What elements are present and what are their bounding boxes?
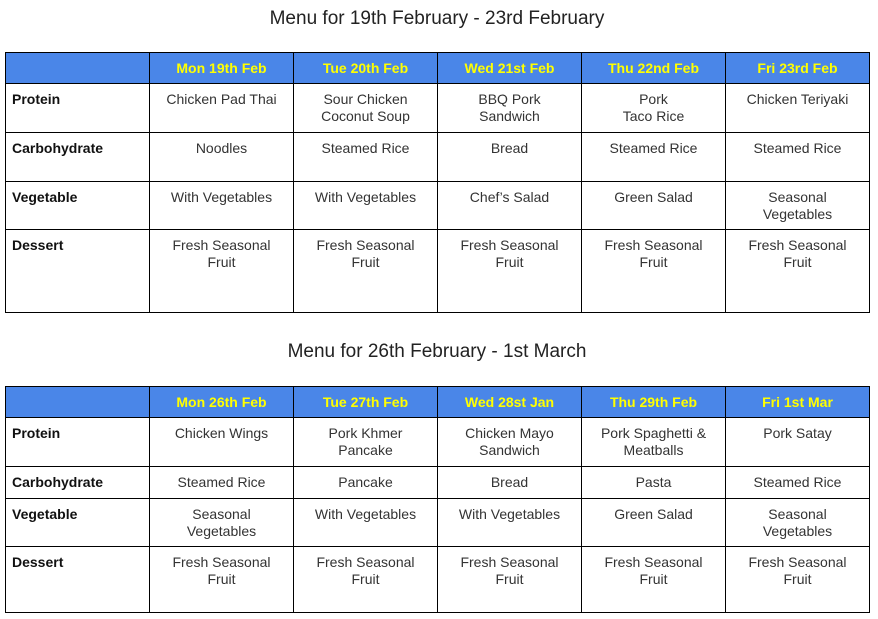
table-row-vegetable	[6, 182, 870, 230]
table-row-dessert	[6, 230, 870, 313]
menu-cell	[150, 133, 294, 182]
menu-cell-text: Seasonal Vegetables	[762, 189, 833, 222]
menu-cell	[150, 230, 294, 313]
menu-cell-text: With Vegetables	[314, 189, 417, 205]
menu-cell	[438, 418, 582, 467]
table-row-protein	[6, 418, 870, 467]
menu-cell	[582, 467, 726, 499]
menu-cell	[438, 182, 582, 230]
menu-cell	[726, 499, 870, 547]
menu-cell	[150, 499, 294, 547]
day-header: Mon 19th Feb	[150, 53, 294, 84]
menu-cell-text: Chicken Wings	[174, 425, 269, 441]
menu-cell-text: Seasonal Vegetables	[762, 506, 833, 539]
menu-cell	[582, 84, 726, 133]
menu-cell	[438, 467, 582, 499]
row-label: Vegetable	[6, 499, 150, 547]
day-header: Thu 22nd Feb	[582, 53, 726, 84]
menu-cell-text: Fresh Seasonal Fruit	[748, 237, 847, 270]
day-header: Fri 1st Mar	[726, 387, 870, 418]
menu-cell	[150, 418, 294, 467]
menu-cell	[582, 418, 726, 467]
menu-cell-text: Pancake	[338, 474, 393, 490]
row-label: Protein	[6, 84, 150, 133]
day-header: Tue 27th Feb	[294, 387, 438, 418]
menu-cell-text: Bread	[490, 140, 529, 156]
menu-cell-text: Fresh Seasonal Fruit	[316, 237, 415, 270]
menu-cell-text: Seasonal Vegetables	[186, 506, 257, 539]
menu-cell-text: Fresh Seasonal Fruit	[172, 554, 271, 587]
day-header: Wed 28st Jan	[438, 387, 582, 418]
menu-cell-text: Fresh Seasonal Fruit	[460, 554, 559, 587]
menu-cell-text: Steamed Rice	[609, 140, 698, 156]
menu-cell	[726, 547, 870, 613]
menu-cell-text: Bread	[490, 474, 529, 490]
table-row-vegetable	[6, 499, 870, 547]
menu-cell-text: Fresh Seasonal Fruit	[316, 554, 415, 587]
menu-cell-text: Chef’s Salad	[469, 189, 550, 205]
menu-cell-text: Chicken Teriyaki	[746, 91, 849, 107]
menu-cell	[294, 499, 438, 547]
menu-cell	[726, 418, 870, 467]
menu-title-week-1: Menu for 19th February - 23rd February	[269, 8, 605, 29]
menu-cell-text: Steamed Rice	[753, 140, 842, 156]
menu-cell-text: BBQ Pork Sandwich	[478, 91, 541, 124]
menu-cell-text: Fresh Seasonal Fruit	[604, 554, 703, 587]
row-label: Dessert	[6, 547, 150, 613]
row-label: Vegetable	[6, 182, 150, 230]
header-corner-cell	[6, 53, 150, 84]
day-header: Mon 26th Feb	[150, 387, 294, 418]
menu-cell-text: Chicken Pad Thai	[166, 91, 277, 107]
menu-cell	[150, 182, 294, 230]
menu-cell	[438, 230, 582, 313]
menu-cell-text: Pork Khmer Pancake	[328, 425, 403, 458]
menu-cell	[150, 547, 294, 613]
menu-cell	[582, 547, 726, 613]
menu-cell	[582, 182, 726, 230]
header-row	[6, 387, 870, 418]
table-row-protein	[6, 84, 870, 133]
menu-cell	[294, 418, 438, 467]
menu-cell-text: Green Salad	[614, 506, 693, 522]
menu-cell	[294, 182, 438, 230]
menu-cell-text: Fresh Seasonal Fruit	[748, 554, 847, 587]
menu-cell-text: Green Salad	[614, 189, 693, 205]
menu-cell-text: Steamed Rice	[177, 474, 266, 490]
menu-cell	[726, 230, 870, 313]
menu-cell	[438, 133, 582, 182]
menu-cell	[582, 133, 726, 182]
menu-cell	[726, 182, 870, 230]
menu-table-week-1	[5, 52, 870, 313]
menu-cell	[294, 467, 438, 499]
row-label: Carbohydrate	[6, 467, 150, 499]
menu-cell-text: Pork Taco Rice	[622, 91, 685, 124]
menu-cell	[294, 547, 438, 613]
menu-cell	[294, 230, 438, 313]
day-header: Fri 23rd Feb	[726, 53, 870, 84]
menu-cell-text: Steamed Rice	[321, 140, 410, 156]
menu-cell	[294, 133, 438, 182]
menu-cell-text: With Vegetables	[314, 506, 417, 522]
menu-cell-text: With Vegetables	[458, 506, 561, 522]
menu-cell	[726, 467, 870, 499]
menu-cell-text: Pork Spaghetti & Meatballs	[600, 425, 707, 458]
table-row-carbohydrate	[6, 467, 870, 499]
row-label: Dessert	[6, 230, 150, 313]
day-header: Thu 29th Feb	[582, 387, 726, 418]
menu-cell	[294, 84, 438, 133]
table-row-dessert	[6, 547, 870, 613]
menu-cell-text: Steamed Rice	[753, 474, 842, 490]
table-row-carbohydrate	[6, 133, 870, 182]
menu-cell-text: Noodles	[195, 140, 248, 156]
menu-cell-text: Sour Chicken Coconut Soup	[321, 91, 410, 124]
menu-cell-text: Pasta	[635, 474, 672, 490]
menu-cell	[582, 230, 726, 313]
menu-cell-text: Pork Satay	[763, 425, 832, 441]
menu-cell	[438, 547, 582, 613]
menu-cell	[438, 499, 582, 547]
header-row	[6, 53, 870, 84]
menu-cell	[726, 84, 870, 133]
header-corner-cell	[6, 387, 150, 418]
menu-cell-text: Fresh Seasonal Fruit	[604, 237, 703, 270]
menu-title-week-2: Menu for 26th February - 1st March	[287, 341, 587, 362]
menu-cell-text: Chicken Mayo Sandwich	[465, 425, 554, 458]
menu-table-week-2	[5, 386, 870, 613]
row-label: Carbohydrate	[6, 133, 150, 182]
day-header: Tue 20th Feb	[294, 53, 438, 84]
menu-cell	[726, 133, 870, 182]
menu-cell-text: With Vegetables	[170, 189, 273, 205]
day-header: Wed 21st Feb	[438, 53, 582, 84]
menu-cell	[150, 84, 294, 133]
menu-cell	[150, 467, 294, 499]
menu-cell-text: Fresh Seasonal Fruit	[172, 237, 271, 270]
menu-cell	[438, 84, 582, 133]
menu-cell-text: Fresh Seasonal Fruit	[460, 237, 559, 270]
menu-cell	[582, 499, 726, 547]
row-label: Protein	[6, 418, 150, 467]
